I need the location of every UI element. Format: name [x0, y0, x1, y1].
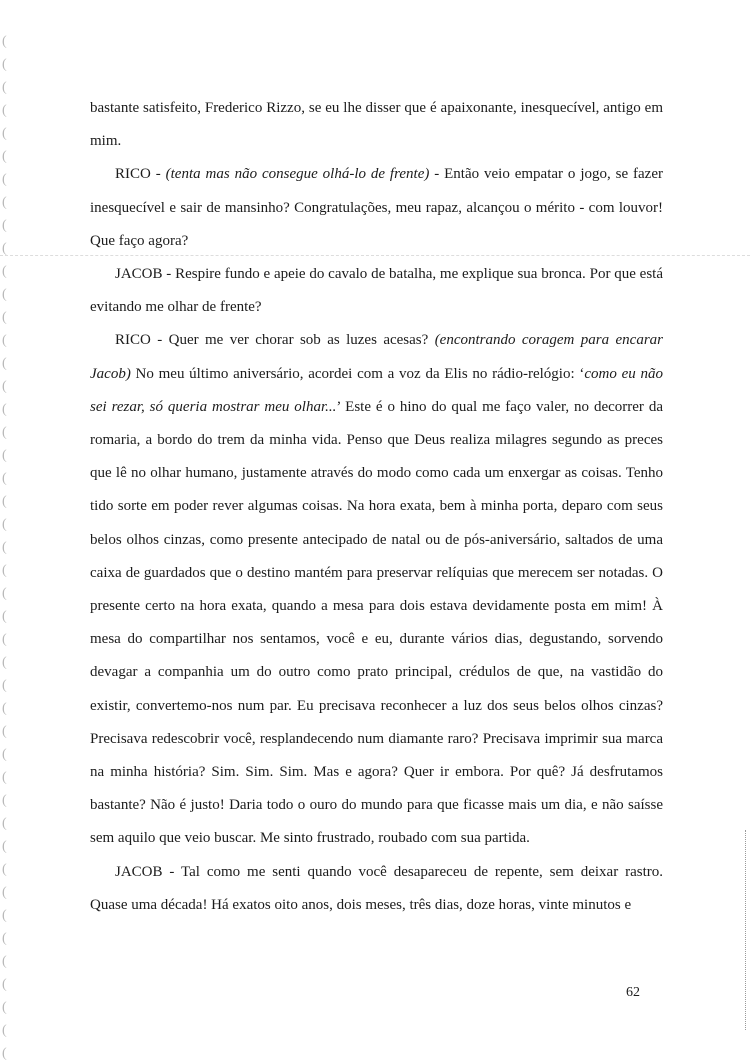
stage-direction: como eu não sei rezar, só queria mostrar meu olhar...	[90, 365, 664, 415]
dialogue-text: JACOB - Tal como me senti quando você desapareceu de repente, sem deixar rastro. Quase uma década! Há exatos oito anos, dois meses, três dias, doze horas, vinte minutos e	[90, 863, 663, 913]
dialogue-text: RICO -	[115, 166, 166, 183]
binding-hole-marks: ( ( ( ( ( ( ( ( ( ( ( ( ( ( ( ( ( ( ( ( ( ( ( ( ( ( ( ( ( ( ( ( ( ( ( ( ( ( ( ( ( ( ( ( (	[2, 34, 7, 1060]
page-number: 62	[626, 985, 640, 1000]
paragraph	[90, 324, 663, 855]
dialogue-text: JACOB - Respire fundo e apeie do cavalo de batalha, me explique sua bronca. Por que está evitando me olhar de frente?	[90, 266, 663, 316]
dialogue-text: - Então veio empatar o jogo, se fazer inesquecível e sair de mansinho? Congratulações, meu rapaz, alcançou o mérito - com louvor! Que faço agora?	[90, 166, 663, 249]
paragraph	[90, 92, 663, 158]
paragraph	[90, 258, 663, 324]
dialogue-text: ’ Este é o hino do qual me faço valer, no decorrer da romaria, a bordo do trem da minha vida. Penso que Deus realiza milagres segundo as preces que lê no olhar humano, justamente através do modo como cada um enxergar as coisas. Tenho tido sorte em poder rever algumas coisas. Na hora exata, bem à minha porta, deparo com seus belos olhos cinzas, como presente antecipado de natal ou de pós-aniversário, saltados de uma caixa de guardados que o destino mantém para preservar relíquias que merecem ser notadas. O presente certo na hora exata, quando a mesa para dois estava devidamente posta em mim! À mesa do compartilhar nos sentamos, você e eu, durante vários dias, degustando, sorvendo devagar a companhia um do outro como prato principal, crédulos de que, na vastidão do existir, convertemo-nos num par. Eu precisava reconhecer a luz dos seus belos olhos cinzas? Precisava redescobrir você, resplandecendo num diamante raro? Precisava imprimir sua marca na minha história? Sim. Sim. Sim. Mas e agora? Quer ir embora. Por quê? Já desfrutamos bastante? Não é justo! Daria todo o ouro do mundo para que ficasse mais um dia, e não saísse sem aquilo que veio buscar. Me sinto frustrado, roubado com sua partida.	[90, 398, 663, 847]
dialogue-text: RICO - Quer me ver chorar sob as luzes acesas?	[115, 332, 435, 349]
paragraph	[90, 856, 663, 922]
dialogue-text: bastante satisfeito, Frederico Rizzo, se eu lhe disser que é apaixonante, inesquecível, antigo em mim.	[90, 100, 663, 150]
paragraph	[90, 158, 663, 258]
stage-direction: (encontrando coragem para encarar Jacob)	[90, 332, 664, 382]
manuscript-text	[90, 92, 663, 922]
stage-direction: (tenta mas não consegue olhá-lo de frente)	[165, 166, 430, 183]
dialogue-text: No meu último aniversário, acordei com a voz da Elis no rádio-relógio: ‘	[130, 365, 585, 382]
scan-edge-line	[745, 830, 746, 1030]
